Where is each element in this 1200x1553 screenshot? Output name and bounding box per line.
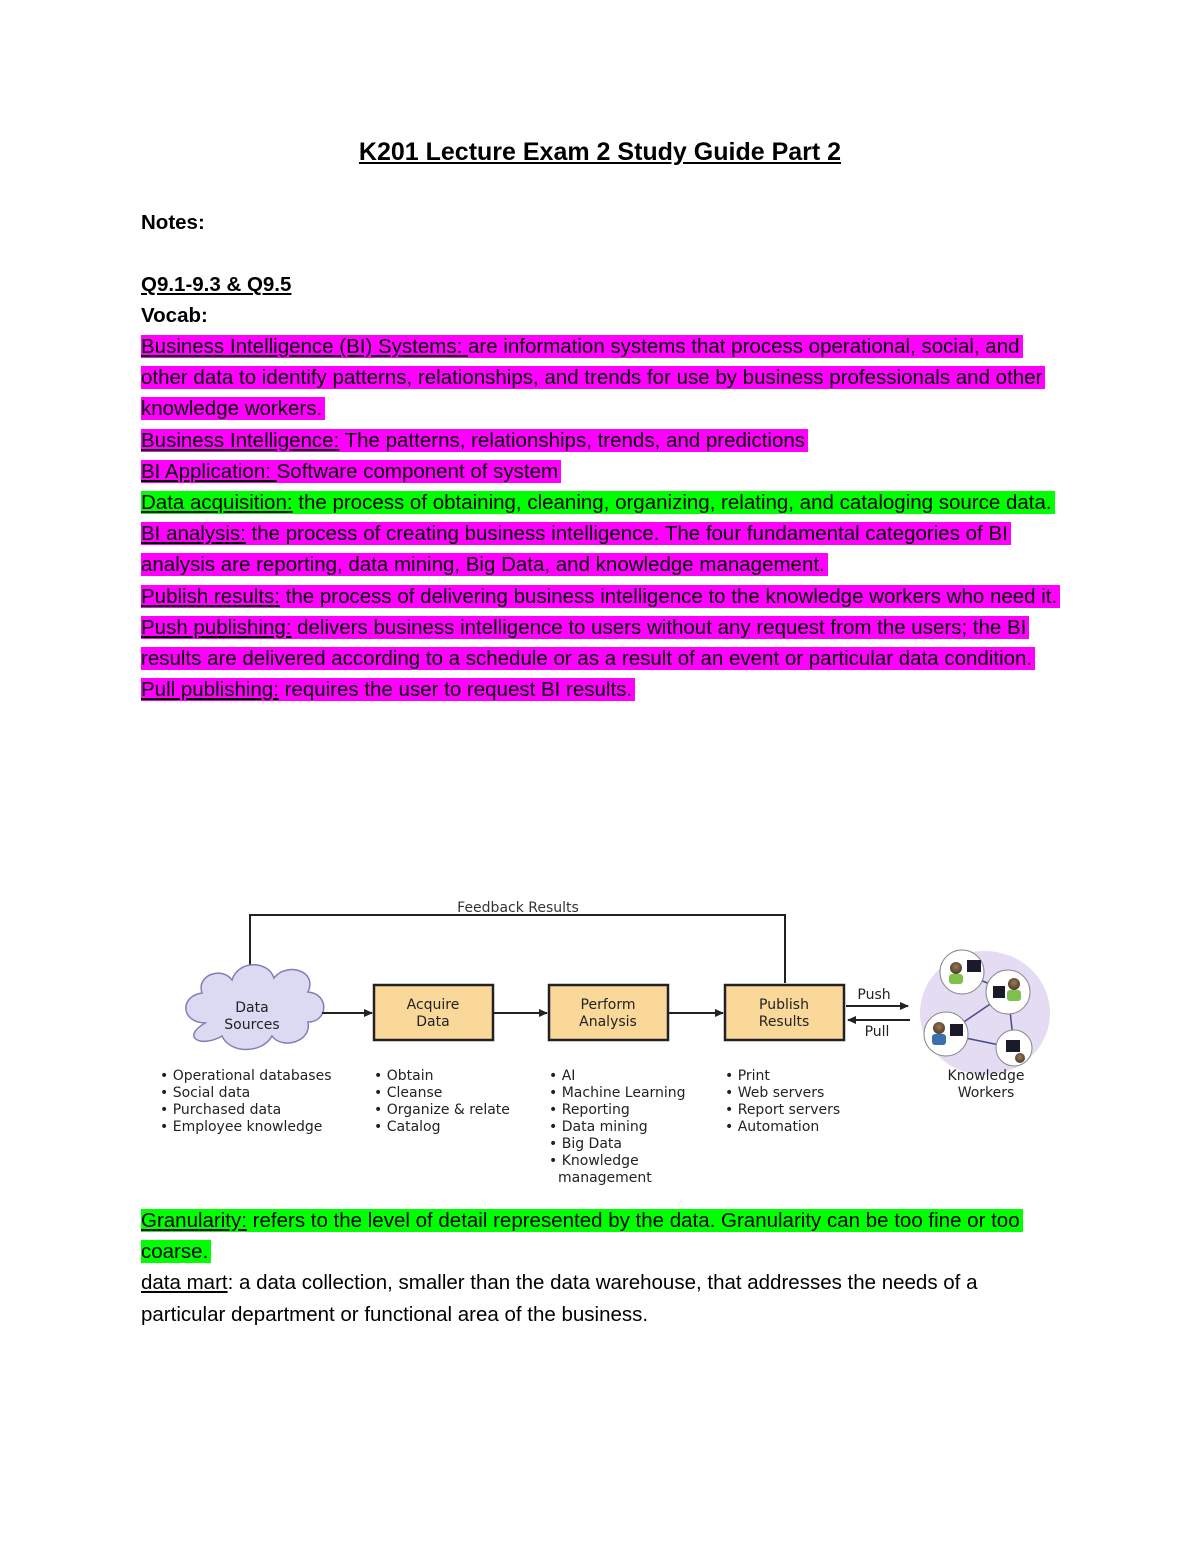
push-label: Push: [857, 987, 891, 1003]
vocab-entry-granularity: [141, 1205, 1066, 1267]
document-title: K201 Lecture Exam 2 Study Guide Part 2: [358, 138, 842, 166]
vocab-term: data mart: [141, 1271, 228, 1295]
notes-label: Notes:: [141, 211, 205, 234]
list-item: • Machine Learning: [549, 1085, 686, 1101]
list-item: • Social data: [160, 1085, 251, 1101]
list-item: • Reporting: [549, 1102, 630, 1118]
vocab-definition: the process of obtaining, cleaning, organizing, relating, and cataloging source data.: [292, 491, 1052, 515]
list-item: • Big Data: [549, 1136, 622, 1152]
list-item: • Operational databases: [160, 1068, 332, 1084]
cloud-label-line1: Data: [235, 1000, 269, 1016]
list-item: • Automation: [725, 1119, 820, 1135]
pull-label: Pull: [864, 1024, 890, 1040]
list-item: • Data mining: [549, 1119, 648, 1135]
publish-label-line2: Results: [758, 1014, 810, 1030]
workers-label-line1: Knowledge: [947, 1068, 1025, 1084]
vocab-definition: are information systems that process operational, social, and other data to identify patterns, relationships, and trends for use by business professionals and other knowledge workers.: [141, 335, 1043, 421]
vocab-entry-data-mart: [141, 1267, 1066, 1329]
workers-label-line2: Workers: [957, 1085, 1015, 1101]
list-item: • Employee knowledge: [160, 1119, 323, 1135]
publish-list: [725, 1068, 840, 1135]
vocab-definition: requires the user to request BI results.: [278, 678, 633, 702]
vocab-definition: the process of delivering business intelligence to the knowledge workers who need it.: [280, 584, 1058, 608]
vocab-definition: Software component of system: [276, 459, 559, 483]
vocab-term: Pull publishing:: [141, 678, 279, 702]
sources-list: [160, 1068, 332, 1135]
vocab-definition: The patterns, relationships, trends, and predictions: [339, 428, 805, 452]
vocab-definition: the process of creating business intelligence. The four fundamental categories of BI analysis are reporting, data mining, Big Data, and knowledge management.: [141, 522, 1008, 577]
list-item: • Cleanse: [374, 1085, 443, 1101]
list-item: • Organize & relate: [374, 1102, 510, 1118]
vocab-entry-pull-publishing: [141, 674, 1066, 705]
vocab-entry-bi-systems: [141, 331, 1066, 425]
list-item: management: [558, 1170, 652, 1186]
feedback-arrow: [250, 915, 785, 983]
after-diagram-text: [141, 1205, 1066, 1330]
list-item: • Print: [725, 1068, 770, 1084]
cloud-label-line2: Sources: [224, 1017, 280, 1033]
vocab-term: Business Intelligence:: [141, 428, 340, 452]
list-item: • AI: [549, 1068, 576, 1084]
list-item: • Catalog: [374, 1119, 441, 1135]
bi-process-diagram: [150, 888, 1065, 1193]
feedback-label: Feedback Results: [457, 900, 579, 916]
vocab-definition: delivers business intelligence to users without any request from the users; the BI results are delivered according to a schedule or as a result of an event or particular data condition.: [141, 615, 1033, 671]
perform-label-line1: Perform: [580, 997, 636, 1013]
vocab-entry-data-acquisition: [141, 487, 1066, 518]
acquire-label-line2: Data: [416, 1014, 450, 1030]
vocab-definition: refers to the level of detail represented by the data. Granularity can be too fine or too coarse.: [141, 1209, 1020, 1264]
vocab-entry-push-publishing: [141, 612, 1066, 674]
list-item: • Report servers: [725, 1102, 841, 1118]
vocab-term: BI analysis:: [141, 522, 246, 546]
acquire-list: [374, 1068, 510, 1135]
vocab-term: Business Intelligence (BI) Systems:: [141, 335, 468, 358]
vocab-entry-business-intelligence: [141, 425, 1066, 456]
vocab-entry-publish-results: [141, 581, 1066, 612]
acquire-label-line1: Acquire: [406, 997, 460, 1013]
list-item: • Web servers: [725, 1085, 825, 1101]
publish-label-line1: Publish: [759, 997, 809, 1013]
vocab-term: BI Application:: [141, 459, 277, 483]
vocab-entry-bi-application: [141, 456, 1066, 487]
list-item: • Purchased data: [160, 1102, 282, 1118]
list-item: • Knowledge: [549, 1153, 639, 1169]
vocab-definition: : a data collection, smaller than the data warehouse, that addresses the needs of a particular department or functional area of the business.: [141, 1271, 978, 1326]
section-heading: Q9.1-9.3 & Q9.5: [141, 273, 292, 296]
analysis-list: [549, 1068, 686, 1186]
vocab-term: Publish results:: [141, 584, 281, 608]
vocab-term: Push publishing:: [141, 615, 292, 639]
vocab-list: [141, 331, 1066, 705]
list-item: • Obtain: [374, 1068, 434, 1084]
vocab-term: Granularity:: [141, 1209, 247, 1232]
vocab-entry-bi-analysis: [141, 518, 1066, 580]
vocab-term: Data acquisition:: [141, 491, 293, 515]
vocab-label: Vocab:: [141, 304, 208, 327]
perform-label-line2: Analysis: [579, 1014, 637, 1030]
